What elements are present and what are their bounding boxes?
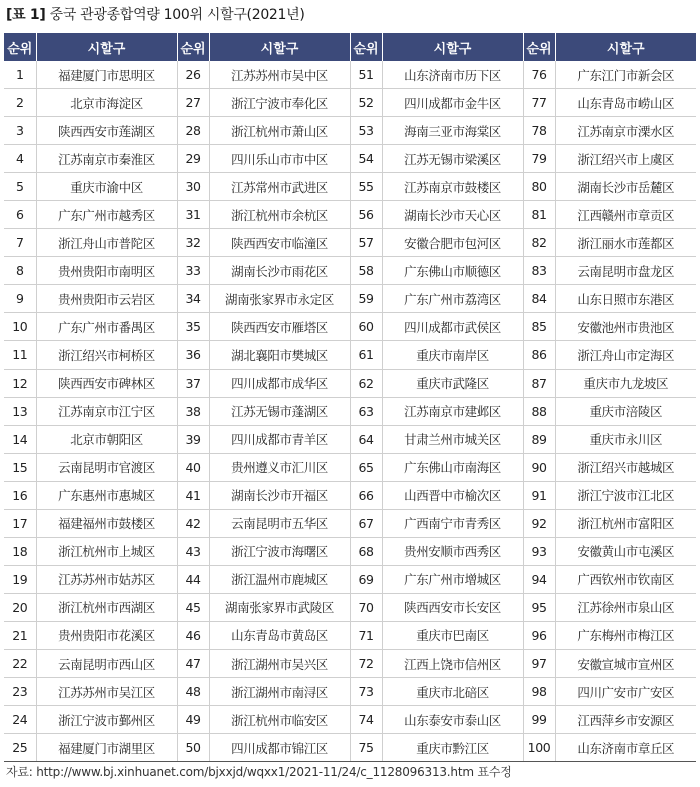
header-rank: 순위 <box>350 33 382 61</box>
rank-cell: 62 <box>350 369 382 397</box>
city-cell: 福建厦门市思明区 <box>36 61 177 89</box>
rank-cell: 30 <box>177 173 209 201</box>
rank-cell: 85 <box>523 313 555 341</box>
city-cell: 江苏徐州市泉山区 <box>555 593 696 621</box>
city-cell: 浙江湖州市南浔区 <box>209 678 350 706</box>
rank-cell: 5 <box>4 173 36 201</box>
table-row <box>4 481 696 509</box>
city-cell: 江苏南京市鼓楼区 <box>382 173 523 201</box>
city-cell: 浙江杭州市西湖区 <box>36 593 177 621</box>
city-cell: 贵州贵阳市云岩区 <box>36 285 177 313</box>
city-cell: 广西南宁市青秀区 <box>382 509 523 537</box>
rank-cell: 72 <box>350 649 382 677</box>
rank-cell: 52 <box>350 89 382 117</box>
city-cell: 陕西西安市长安区 <box>382 593 523 621</box>
rank-cell: 97 <box>523 649 555 677</box>
table-title <box>6 4 305 24</box>
rank-cell: 2 <box>4 89 36 117</box>
rank-cell: 86 <box>523 341 555 369</box>
rank-cell: 47 <box>177 649 209 677</box>
city-cell: 江苏常州市武进区 <box>209 173 350 201</box>
rank-cell: 60 <box>350 313 382 341</box>
rank-cell: 28 <box>177 117 209 145</box>
city-cell: 广东广州市增城区 <box>382 565 523 593</box>
table-row <box>4 145 696 173</box>
city-cell: 江西赣州市章贡区 <box>555 201 696 229</box>
table-row <box>4 257 696 285</box>
table-row <box>4 285 696 313</box>
city-cell: 安徽合肥市包河区 <box>382 229 523 257</box>
rank-cell: 67 <box>350 509 382 537</box>
table-row <box>4 537 696 565</box>
table-header-row <box>4 33 696 61</box>
city-cell: 重庆市北碚区 <box>382 678 523 706</box>
city-cell: 江苏苏州市姑苏区 <box>36 565 177 593</box>
table-row <box>4 229 696 257</box>
city-cell: 湖南长沙市雨花区 <box>209 257 350 285</box>
header-rank: 순위 <box>177 33 209 61</box>
city-cell: 安徽黄山市屯溪区 <box>555 537 696 565</box>
rank-cell: 93 <box>523 537 555 565</box>
city-cell: 广东惠州市惠城区 <box>36 481 177 509</box>
city-cell: 江苏无锡市蓬湖区 <box>209 397 350 425</box>
rank-cell: 57 <box>350 229 382 257</box>
table-row <box>4 201 696 229</box>
city-cell: 广东佛山市顺德区 <box>382 257 523 285</box>
rank-cell: 54 <box>350 145 382 173</box>
table-row <box>4 678 696 706</box>
rank-cell: 92 <box>523 509 555 537</box>
rank-cell: 17 <box>4 509 36 537</box>
rank-cell: 13 <box>4 397 36 425</box>
rank-cell: 79 <box>523 145 555 173</box>
city-cell: 广东梅州市梅江区 <box>555 621 696 649</box>
city-cell: 云南昆明市盘龙区 <box>555 257 696 285</box>
city-cell: 云南昆明市西山区 <box>36 649 177 677</box>
rank-cell: 6 <box>4 201 36 229</box>
rank-cell: 27 <box>177 89 209 117</box>
rank-cell: 88 <box>523 397 555 425</box>
table-row <box>4 117 696 145</box>
table-row <box>4 565 696 593</box>
table-row <box>4 341 696 369</box>
city-cell: 广东广州市荔湾区 <box>382 285 523 313</box>
rank-cell: 26 <box>177 61 209 89</box>
city-cell: 贵州贵阳市花溪区 <box>36 621 177 649</box>
rank-cell: 49 <box>177 706 209 734</box>
table-row <box>4 313 696 341</box>
ranking-table <box>4 33 696 762</box>
city-cell: 四川乐山市市中区 <box>209 145 350 173</box>
rank-cell: 81 <box>523 201 555 229</box>
city-cell: 浙江绍兴市上虞区 <box>555 145 696 173</box>
rank-cell: 94 <box>523 565 555 593</box>
city-cell: 北京市朝阳区 <box>36 425 177 453</box>
city-cell: 广西钦州市钦南区 <box>555 565 696 593</box>
city-cell: 浙江温州市鹿城区 <box>209 565 350 593</box>
city-cell: 浙江丽水市莲都区 <box>555 229 696 257</box>
rank-cell: 50 <box>177 734 209 762</box>
table-row <box>4 61 696 89</box>
header-rank: 순위 <box>4 33 36 61</box>
city-cell: 四川成都市锦江区 <box>209 734 350 762</box>
city-cell: 湖南张家界市武陵区 <box>209 593 350 621</box>
rank-cell: 53 <box>350 117 382 145</box>
city-cell: 陕西西安市雁塔区 <box>209 313 350 341</box>
city-cell: 浙江宁波市奉化区 <box>209 89 350 117</box>
city-cell: 重庆市武隆区 <box>382 369 523 397</box>
rank-cell: 39 <box>177 425 209 453</box>
rank-cell: 32 <box>177 229 209 257</box>
rank-cell: 73 <box>350 678 382 706</box>
city-cell: 浙江宁波市海曙区 <box>209 537 350 565</box>
rank-cell: 91 <box>523 481 555 509</box>
city-cell: 江西上饶市信州区 <box>382 649 523 677</box>
rank-cell: 89 <box>523 425 555 453</box>
table-row <box>4 369 696 397</box>
rank-cell: 96 <box>523 621 555 649</box>
city-cell: 云南昆明市官渡区 <box>36 453 177 481</box>
city-cell: 重庆市巴南区 <box>382 621 523 649</box>
table-title-text: 중국 관광종합역량 100위 시할구(2021년) <box>49 7 305 23</box>
rank-cell: 25 <box>4 734 36 762</box>
city-cell: 浙江绍兴市柯桥区 <box>36 341 177 369</box>
city-cell: 海南三亚市海棠区 <box>382 117 523 145</box>
city-cell: 湖南长沙市岳麓区 <box>555 173 696 201</box>
rank-cell: 18 <box>4 537 36 565</box>
city-cell: 江苏南京市建邺区 <box>382 397 523 425</box>
rank-cell: 76 <box>523 61 555 89</box>
city-cell: 浙江湖州市吴兴区 <box>209 649 350 677</box>
city-cell: 贵州安顺市西秀区 <box>382 537 523 565</box>
rank-cell: 65 <box>350 453 382 481</box>
rank-cell: 61 <box>350 341 382 369</box>
city-cell: 云南昆明市五华区 <box>209 509 350 537</box>
city-cell: 福建福州市鼓楼区 <box>36 509 177 537</box>
city-cell: 四川成都市金牛区 <box>382 89 523 117</box>
city-cell: 江苏苏州市吴江区 <box>36 678 177 706</box>
rank-cell: 82 <box>523 229 555 257</box>
city-cell: 安徽池州市贵池区 <box>555 313 696 341</box>
rank-cell: 63 <box>350 397 382 425</box>
header-city: 시할구 <box>209 33 350 61</box>
rank-cell: 3 <box>4 117 36 145</box>
rank-cell: 1 <box>4 61 36 89</box>
city-cell: 山东青岛市黄岛区 <box>209 621 350 649</box>
city-cell: 江苏南京市江宁区 <box>36 397 177 425</box>
city-cell: 江苏南京市溧水区 <box>555 117 696 145</box>
city-cell: 陕西西安市莲湖区 <box>36 117 177 145</box>
city-cell: 江西萍乡市安源区 <box>555 706 696 734</box>
city-cell: 江苏无锡市梁溪区 <box>382 145 523 173</box>
city-cell: 浙江杭州市临安区 <box>209 706 350 734</box>
city-cell: 浙江宁波市江北区 <box>555 481 696 509</box>
city-cell: 贵州贵阳市南明区 <box>36 257 177 285</box>
rank-cell: 59 <box>350 285 382 313</box>
rank-cell: 29 <box>177 145 209 173</box>
rank-cell: 80 <box>523 173 555 201</box>
city-cell: 广东广州市越秀区 <box>36 201 177 229</box>
table-row <box>4 734 696 762</box>
rank-cell: 48 <box>177 678 209 706</box>
rank-cell: 12 <box>4 369 36 397</box>
rank-cell: 99 <box>523 706 555 734</box>
table-row <box>4 593 696 621</box>
rank-cell: 44 <box>177 565 209 593</box>
city-cell: 重庆市黔江区 <box>382 734 523 762</box>
header-rank: 순위 <box>523 33 555 61</box>
rank-cell: 75 <box>350 734 382 762</box>
header-city: 시할구 <box>36 33 177 61</box>
city-cell: 贵州遵义市汇川区 <box>209 453 350 481</box>
rank-cell: 41 <box>177 481 209 509</box>
rank-cell: 19 <box>4 565 36 593</box>
rank-cell: 24 <box>4 706 36 734</box>
rank-cell: 74 <box>350 706 382 734</box>
city-cell: 湖南张家界市永定区 <box>209 285 350 313</box>
city-cell: 北京市海淀区 <box>36 89 177 117</box>
rank-cell: 16 <box>4 481 36 509</box>
city-cell: 甘肃兰州市城关区 <box>382 425 523 453</box>
city-cell: 重庆市渝中区 <box>36 173 177 201</box>
city-cell: 重庆市永川区 <box>555 425 696 453</box>
rank-cell: 10 <box>4 313 36 341</box>
city-cell: 湖北襄阳市樊城区 <box>209 341 350 369</box>
rank-cell: 83 <box>523 257 555 285</box>
rank-cell: 7 <box>4 229 36 257</box>
table-row <box>4 397 696 425</box>
city-cell: 江苏南京市秦淮区 <box>36 145 177 173</box>
rank-cell: 87 <box>523 369 555 397</box>
city-cell: 广东江门市新会区 <box>555 61 696 89</box>
city-cell: 重庆市九龙坡区 <box>555 369 696 397</box>
city-cell: 浙江杭州市余杭区 <box>209 201 350 229</box>
rank-cell: 34 <box>177 285 209 313</box>
city-cell: 陕西西安市临潼区 <box>209 229 350 257</box>
rank-cell: 11 <box>4 341 36 369</box>
rank-cell: 100 <box>523 734 555 762</box>
city-cell: 浙江绍兴市越城区 <box>555 453 696 481</box>
table-row <box>4 509 696 537</box>
rank-cell: 20 <box>4 593 36 621</box>
rank-cell: 4 <box>4 145 36 173</box>
rank-cell: 66 <box>350 481 382 509</box>
table-title-tag: [표 1] <box>6 7 46 23</box>
city-cell: 山东济南市章丘区 <box>555 734 696 762</box>
rank-cell: 23 <box>4 678 36 706</box>
rank-cell: 14 <box>4 425 36 453</box>
rank-cell: 71 <box>350 621 382 649</box>
city-cell: 山东济南市历下区 <box>382 61 523 89</box>
rank-cell: 77 <box>523 89 555 117</box>
city-cell: 山东青岛市崂山区 <box>555 89 696 117</box>
city-cell: 四川成都市青羊区 <box>209 425 350 453</box>
city-cell: 山西晋中市榆次区 <box>382 481 523 509</box>
city-cell: 重庆市南岸区 <box>382 341 523 369</box>
city-cell: 浙江杭州市上城区 <box>36 537 177 565</box>
table-body <box>4 61 696 762</box>
rank-cell: 70 <box>350 593 382 621</box>
rank-cell: 56 <box>350 201 382 229</box>
rank-cell: 33 <box>177 257 209 285</box>
city-cell: 四川成都市武侯区 <box>382 313 523 341</box>
rank-cell: 55 <box>350 173 382 201</box>
source-note: 자료: http://www.bj.xinhuanet.com/bjxxjd/wqxx1/2021-11/24/c_1128096313.htm 표수정 <box>6 765 512 779</box>
city-cell: 湖南长沙市天心区 <box>382 201 523 229</box>
rank-cell: 36 <box>177 341 209 369</box>
rank-cell: 84 <box>523 285 555 313</box>
city-cell: 浙江舟山市定海区 <box>555 341 696 369</box>
city-cell: 广东广州市番禺区 <box>36 313 177 341</box>
rank-cell: 42 <box>177 509 209 537</box>
table-row <box>4 706 696 734</box>
city-cell: 山东日照市东港区 <box>555 285 696 313</box>
city-cell: 福建厦门市湖里区 <box>36 734 177 762</box>
rank-cell: 98 <box>523 678 555 706</box>
table-row <box>4 649 696 677</box>
rank-cell: 45 <box>177 593 209 621</box>
rank-cell: 69 <box>350 565 382 593</box>
rank-cell: 9 <box>4 285 36 313</box>
header-city: 시할구 <box>382 33 523 61</box>
rank-cell: 37 <box>177 369 209 397</box>
city-cell: 浙江杭州市萧山区 <box>209 117 350 145</box>
city-cell: 安徽宣城市宣州区 <box>555 649 696 677</box>
rank-cell: 15 <box>4 453 36 481</box>
rank-cell: 43 <box>177 537 209 565</box>
city-cell: 山东泰安市泰山区 <box>382 706 523 734</box>
table-row <box>4 425 696 453</box>
rank-cell: 40 <box>177 453 209 481</box>
city-cell: 四川成都市成华区 <box>209 369 350 397</box>
table-row <box>4 173 696 201</box>
city-cell: 湖南长沙市开福区 <box>209 481 350 509</box>
city-cell: 陕西西安市碑林区 <box>36 369 177 397</box>
table-row <box>4 453 696 481</box>
table-row <box>4 89 696 117</box>
rank-cell: 31 <box>177 201 209 229</box>
city-cell: 江苏苏州市吴中区 <box>209 61 350 89</box>
rank-cell: 46 <box>177 621 209 649</box>
rank-cell: 68 <box>350 537 382 565</box>
rank-cell: 38 <box>177 397 209 425</box>
city-cell: 四川广安市广安区 <box>555 678 696 706</box>
rank-cell: 22 <box>4 649 36 677</box>
rank-cell: 95 <box>523 593 555 621</box>
rank-cell: 64 <box>350 425 382 453</box>
rank-cell: 21 <box>4 621 36 649</box>
city-cell: 重庆市涪陵区 <box>555 397 696 425</box>
rank-cell: 8 <box>4 257 36 285</box>
city-cell: 浙江舟山市普陀区 <box>36 229 177 257</box>
city-cell: 浙江宁波市鄞州区 <box>36 706 177 734</box>
city-cell: 广东佛山市南海区 <box>382 453 523 481</box>
header-city: 시할구 <box>555 33 696 61</box>
rank-cell: 90 <box>523 453 555 481</box>
rank-cell: 35 <box>177 313 209 341</box>
rank-cell: 58 <box>350 257 382 285</box>
rank-cell: 51 <box>350 61 382 89</box>
table-row <box>4 621 696 649</box>
city-cell: 浙江杭州市富阳区 <box>555 509 696 537</box>
rank-cell: 78 <box>523 117 555 145</box>
